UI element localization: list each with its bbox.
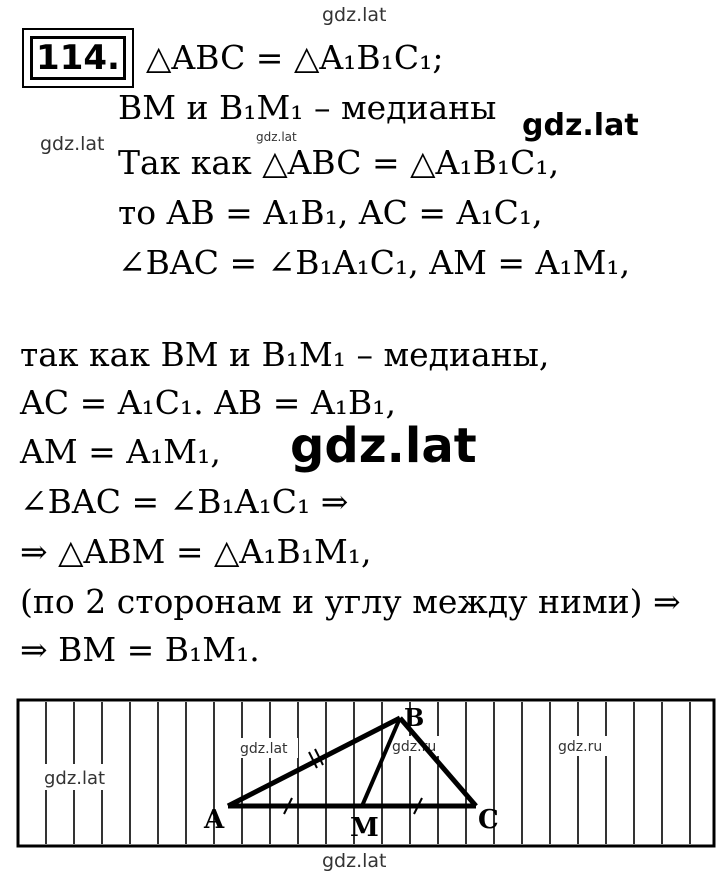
watermark-diagram-inner: gdz.lat bbox=[240, 741, 288, 757]
conclusion-line-1: так как BM и B₁M₁ – медианы, bbox=[20, 335, 550, 374]
conclusion-line-7: ⇒ BM = B₁M₁. bbox=[20, 630, 260, 669]
conclusion-line-6: (по 2 сторонам и углу между ними) ⇒ bbox=[20, 582, 681, 621]
watermark-bottom: gdz.lat bbox=[322, 850, 387, 872]
given-line-2: BM и B₁M₁ – медианы bbox=[118, 88, 497, 127]
watermark-diagram-center: gdz.ru bbox=[392, 739, 437, 755]
label-A: A bbox=[204, 805, 225, 835]
watermark-center: gdz.lat bbox=[290, 418, 477, 474]
proof-line-1: Так как △ABC = △A₁B₁C₁, bbox=[118, 143, 560, 182]
label-B: B bbox=[404, 703, 425, 732]
watermark-top: gdz.lat bbox=[322, 4, 387, 26]
watermark-tiny: gdz.lat bbox=[256, 130, 297, 144]
conclusion-line-3: AM = A₁M₁, bbox=[20, 432, 221, 471]
conclusion-line-5: ⇒ △ABM = △A₁B₁M₁, bbox=[20, 532, 372, 571]
given-line-1: △ABC = △A₁B₁C₁; bbox=[146, 38, 444, 77]
watermark-diagram-left: gdz.lat bbox=[44, 768, 106, 789]
watermark-right: gdz.lat bbox=[522, 108, 639, 143]
watermark-diagram-right: gdz.ru bbox=[558, 739, 603, 755]
label-C: C bbox=[478, 805, 499, 835]
proof-line-3: ∠BAC = ∠B₁A₁C₁, AM = A₁M₁, bbox=[118, 243, 631, 282]
conclusion-line-2: AC = A₁C₁. AB = A₁B₁, bbox=[20, 383, 396, 422]
median-BM bbox=[362, 718, 400, 806]
triangle-diagram bbox=[16, 698, 716, 850]
conclusion-line-4: ∠BAC = ∠B₁A₁C₁ ⇒ bbox=[20, 482, 349, 521]
proof-line-2: то AB = A₁B₁, AC = A₁C₁, bbox=[118, 193, 543, 232]
watermark-left: gdz.lat bbox=[40, 133, 105, 155]
problem-number: 114. bbox=[30, 36, 126, 80]
label-M: M bbox=[350, 813, 379, 843]
